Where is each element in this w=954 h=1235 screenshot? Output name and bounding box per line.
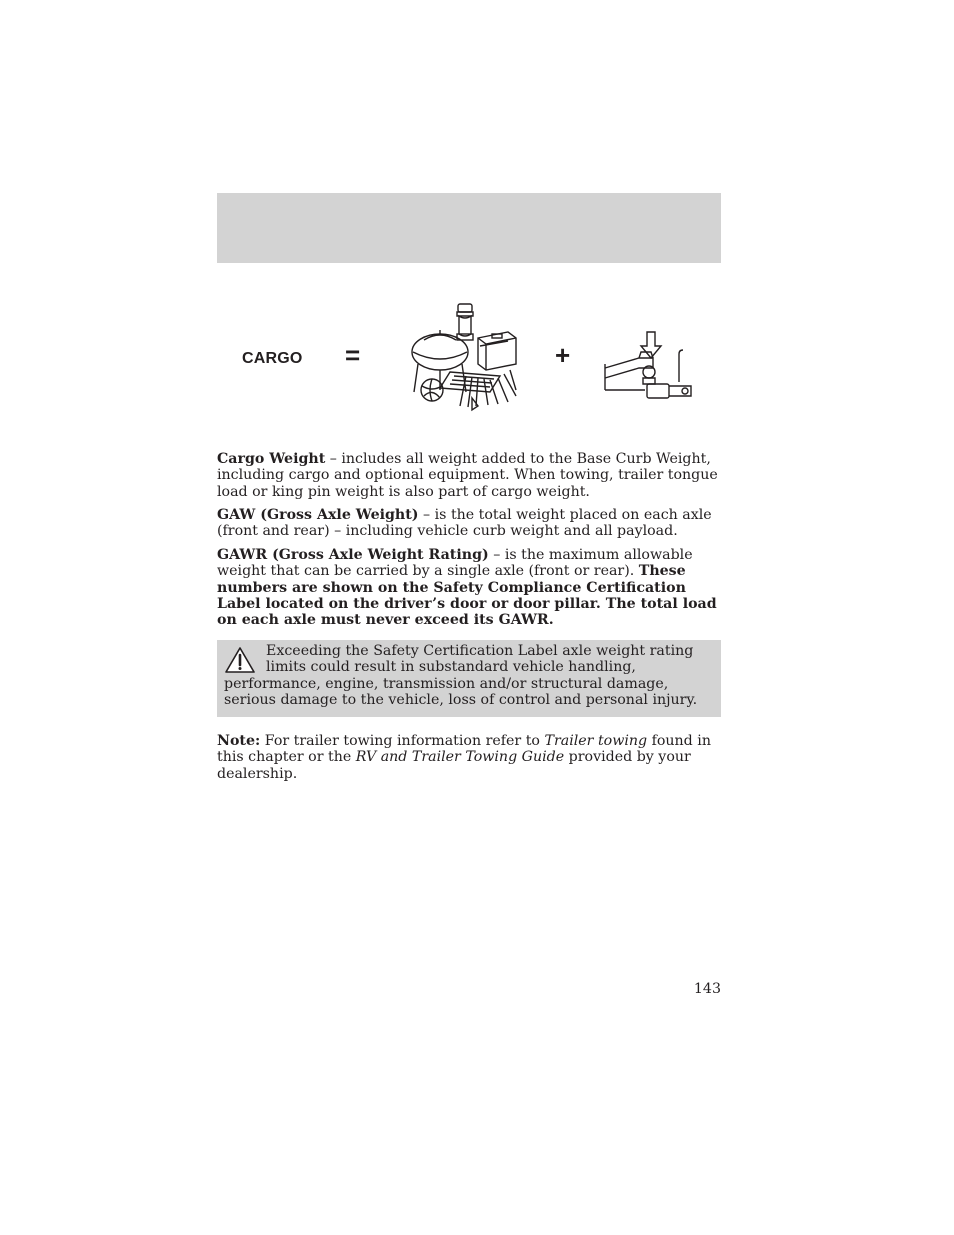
plus-sign: + xyxy=(555,340,571,370)
cargo-weight-definition: – includes all weight added to the Base Curb Weight, including cargo and optional equipment. When towing, trailer tongue load or king pin weight is also part of cargo weight. xyxy=(217,451,718,500)
gaw-paragraph xyxy=(217,507,723,540)
note-paragraph xyxy=(217,733,723,782)
note-text-1: For trailer towing information refer to xyxy=(260,733,545,749)
trailer-hitch-illustration xyxy=(603,330,697,400)
note-text-3: provided by your dealership. xyxy=(217,749,691,782)
gaw-definition: – is the total weight placed on each axle (front and rear) – including vehicle curb weight and all payload. xyxy=(217,507,712,540)
cargo-weight-term: Cargo Weight xyxy=(217,451,326,467)
warning-box xyxy=(217,640,721,717)
page-number: 143 xyxy=(693,981,721,997)
gawr-paragraph xyxy=(217,547,723,628)
cargo-equation-figure xyxy=(217,298,721,418)
gawr-definition: – is the maximum allowable weight that can be carried by a single axle (front or rear). xyxy=(217,547,693,580)
note-text-2: found in this chapter or the xyxy=(217,733,711,766)
gaw-term: GAW (Gross Axle Weight) xyxy=(217,507,419,523)
warning-text-container xyxy=(224,643,716,708)
note-label: Note: xyxy=(217,733,261,749)
cargo-label: CARGO xyxy=(242,350,303,367)
towing-guide-reference: RV and Trailer Towing Guide xyxy=(355,749,565,766)
camping-gear-illustration xyxy=(410,302,520,414)
trailer-towing-reference: Trailer towing xyxy=(544,733,648,749)
gawr-bold-statement: These numbers are shown on the Safety Compliance Certification Label located on the driver’s door or door pillar. The total load on each axle must never exceed its GAWR. xyxy=(217,563,717,629)
warning-text: Exceeding the Safety Certification Label axle weight rating limits could result in substandard vehicle handling, performance, engine, transmission and/or structural damage, serious damage to the vehicle, loss of control and personal injury. xyxy=(224,643,698,708)
equals-sign: = xyxy=(345,340,361,370)
gawr-term: GAWR (Gross Axle Weight Rating) xyxy=(217,547,489,563)
cargo-weight-paragraph xyxy=(217,451,723,500)
header-band xyxy=(217,193,721,263)
